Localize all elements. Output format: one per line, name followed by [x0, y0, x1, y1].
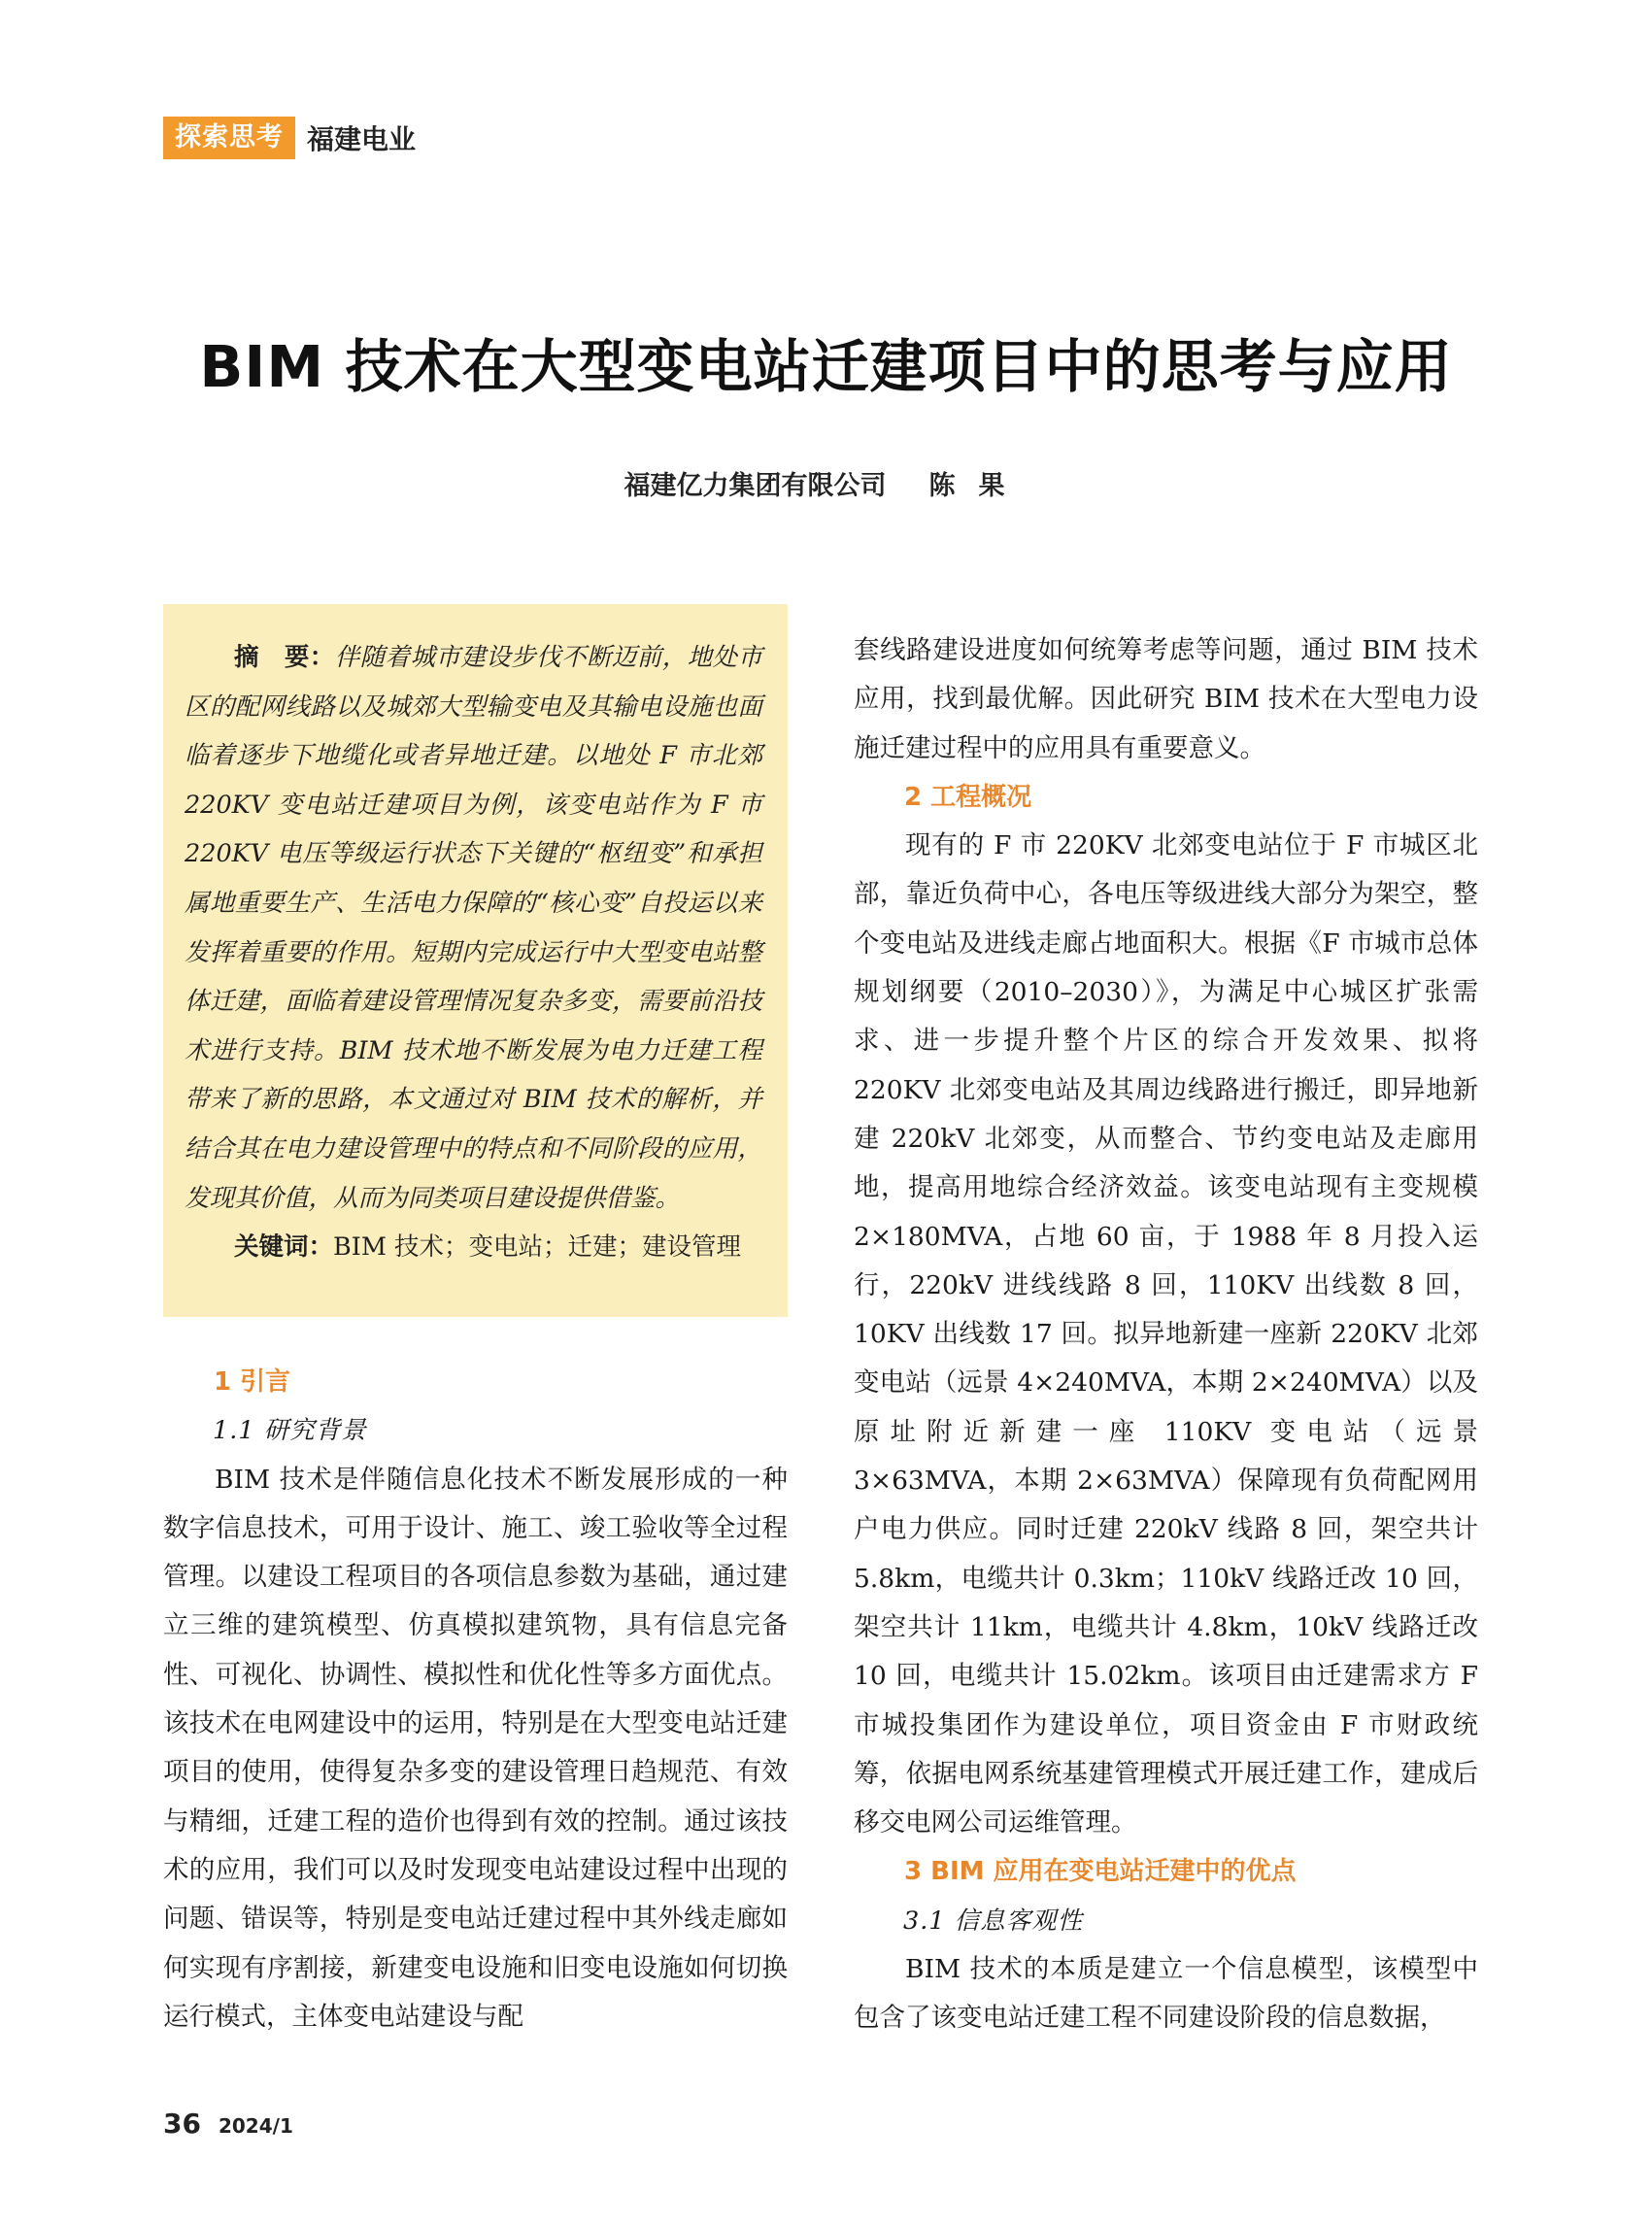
page-number: 36	[163, 2108, 201, 2140]
subsection-heading: 1.1 研究背景	[213, 1416, 367, 1446]
column-header	[163, 117, 416, 159]
section-heading: 3 BIM 应用在变电站迁建中的优点	[904, 1857, 1297, 1887]
body-paragraph: 现有的 F 市 220KV 北郊变电站位于 F 市城区北部，靠近负荷中心，各电压等级进线大部分为架空，整个变电站及进线走廊占地面积大。根据《F 市城市总体规划纲要（2010–2030）》，为满足中心城区扩张需求、进一步提升整个片区的综合开发效果、拟将 220KV 北郊变电站及其周边线路进行搬迁，即异地新建 220kV 北郊变，从而整合、节约变电站及走廊用地，提高用地综合经济效益。该变电站现有主变规模 2×180MVA，占地 60 亩，于 1988 年 8 月投入运行，220kV 进线线路 8 回，110KV 出线数 8 回，10KV 出线数 17 回。拟异地新建一座新 220KV 北郊变电站（远景 4×240MVA，本期 2×240MVA）以及原址附近新建一座 110KV 变电站（远景 3×63MVA，本期 2×63MVA）保障现有负荷配网用户电力供应。同时迁建 220kV 线路 8 回，架空共计 5.8km，电缆共计 0.3km；110kV 线路迁改 10 回，架空共计 11km，电缆共计 4.8km，10kV 线路迁改 10 回，电缆共计 15.02km。该项目由迁建需求方 F 市城投集团作为建设单位，项目资金由 F 市财政统筹，依据电网系统基建管理模式开展迁建工作，建成后移交电网公司运维管理。	[854, 830, 1478, 1838]
body-paragraph: 套线路建设进度如何统筹考虑等问题，通过 BIM 技术应用，找到最优解。因此研究 BIM 技术在大型电力设施迁建过程中的应用具有重要意义。	[854, 635, 1478, 763]
section-tag: 探索思考	[163, 117, 295, 159]
issue-number: 2024/1	[218, 2114, 293, 2138]
keywords-label: 关键词：	[234, 1232, 334, 1263]
article-title: BIM 技术在大型变电站迁建项目中的思考与应用	[199, 333, 1453, 400]
abstract-label: 摘 要：	[234, 643, 335, 672]
keywords-text: BIM 技术；变电站；迁建；建设管理	[333, 1232, 742, 1263]
author-organization: 福建亿力集团有限公司	[624, 471, 887, 501]
right-column	[854, 626, 1478, 2043]
subsection-heading: 3.1 信息客观性	[903, 1906, 1084, 1936]
abstract	[185, 633, 762, 1223]
author-line	[0, 464, 1652, 502]
page-footer	[163, 2108, 293, 2140]
section-heading: 2 工程概况	[904, 782, 1032, 812]
body-paragraph: BIM 技术的本质是建立一个信息模型，该模型中包含了该变电站迁建工程不同建设阶段的信息数据，	[854, 1954, 1478, 2034]
keywords	[185, 1223, 762, 1272]
author-name: 陈果	[928, 471, 1028, 501]
body-paragraph: BIM 技术是伴随信息化技术不断发展形成的一种数字信息技术，可用于设计、施工、竣工验收等全过程管理。以建设工程项目的各项信息参数为基础，通过建立三维的建筑模型、仿真模拟建筑物，具有信息完备性、可视化、协调性、模拟性和优化性等多方面优点。该技术在电网建设中的运用，特别是在大型变电站迁建项目的使用，使得复杂多变的建设管理日趋规范、有效与精细，迁建工程的造价也得到有效的控制。通过该技术的应用，我们可以及时发现变电站建设过程中出现的问题、错误等，特别是变电站迁建过程中其外线走廊如何实现有序割接，新建变电设施和旧变电设施如何切换运行模式，主体变电站建设与配	[163, 1464, 788, 2032]
abstract-text: 伴随着城市建设步伐不断迈前，地处市区的配网线路以及城郊大型输变电及其输电设施也面临着逐步下地缆化或者异地迁建。以地处 F 市北郊 220KV 变电站迁建项目为例，该变电站作为 F 市 220KV 电压等级运行状态下关键的“枢纽变”和承担属地重要生产、生活电力保障的“核心变”自投运以来发挥着重要的作用。短期内完成运行中大型变电站整体迁建，面临着建设管理情况复杂多变，需要前沿技术进行支持。BIM 技术地不断发展为电力迁建工程带来了新的思路，本文通过对 BIM 技术的解析，并结合其在电力建设管理中的特点和不同阶段的应用，发现其价值，从而为同类项目建设提供借鉴。	[185, 643, 762, 1213]
abstract-box	[163, 604, 788, 1317]
left-column	[163, 1358, 788, 2041]
section-heading: 1 引言	[214, 1367, 291, 1397]
magazine-name: 福建电业	[307, 123, 417, 155]
